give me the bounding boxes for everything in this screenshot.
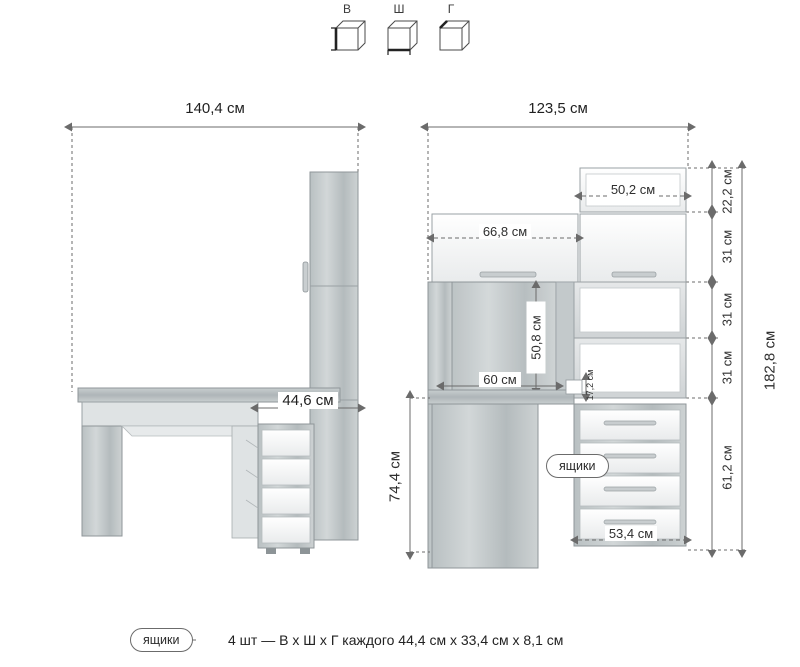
footer-text: 4 шт — В х Ш х Г каждого 44,4 см х 33,4 см х 8,1 см [228,632,564,648]
dim-desk-depth: 44,6 см [258,392,358,409]
dim-desk-height: 74,4 см [378,440,412,510]
dim-segment-3: 31 см [719,292,735,327]
dim-upper-shelf-width: 50,2 см [583,182,683,197]
dim-total-height: 182,8 см [761,330,779,391]
footer-callout-label: ящики [143,633,180,647]
dim-segment-4: 31 см [719,350,735,385]
dim-niche-height: 50,8 см [506,300,566,376]
dim-front-total-width: 140,4 см [0,100,430,117]
dim-small-depth: 17,2 см [585,369,595,401]
dim-segment-5: 61,2 см [719,445,735,490]
legend-item-depth [436,2,466,16]
legend-item-height [332,2,362,16]
legend-item-width [384,2,414,16]
dim-drawers-width: 53,4 см [578,526,684,541]
legend-label-height: В [342,2,351,16]
dim-side-total-width: 123,5 см [428,100,688,117]
legend-label-depth: Г [447,2,455,16]
drawers-callout-label: ящики [559,459,596,473]
footer-callout [130,628,193,652]
dim-segment-1: 22,2 см [719,169,735,214]
dim-desk-top-width: 60 см [444,372,556,387]
dim-segment-2: 31 см [719,229,735,264]
drawers-callout [546,454,609,478]
dim-upper-cabinet-width: 66,8 см [435,224,575,239]
legend-label-width: Ш [393,2,405,16]
